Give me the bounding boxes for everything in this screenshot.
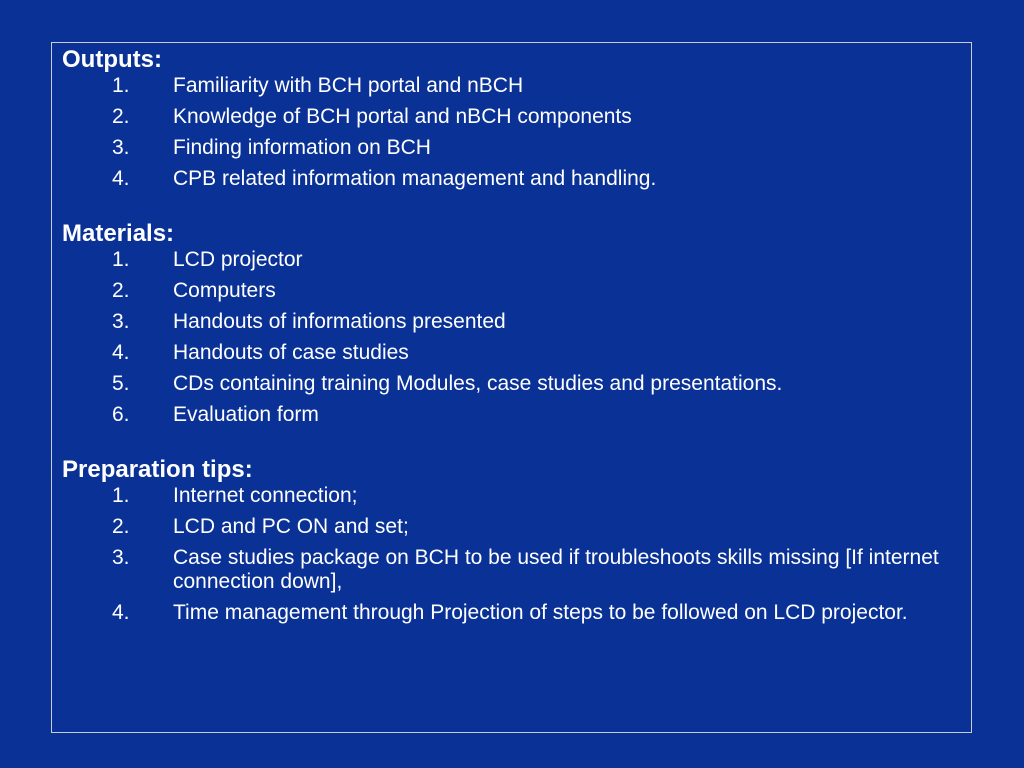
item-text: Internet connection; — [173, 484, 358, 507]
list-item — [62, 105, 962, 129]
item-text: LCD projector — [173, 248, 303, 271]
item-text: Familiarity with BCH portal and nBCH — [173, 74, 524, 97]
list-item — [62, 74, 962, 98]
section-heading: Outputs: — [62, 46, 162, 73]
list-item — [62, 372, 962, 396]
preparation-tips-section — [62, 456, 962, 625]
item-text: Case studies package on BCH to be used if troubleshoots skills missing [If internet connection down], — [173, 546, 939, 593]
list-item — [62, 341, 962, 365]
outputs-list — [62, 74, 962, 191]
list-item — [62, 167, 962, 191]
item-number: 1. — [112, 74, 130, 97]
item-text: Computers — [173, 279, 276, 302]
item-number: 4. — [112, 341, 130, 364]
section-heading: Preparation tips: — [62, 456, 253, 483]
item-number: 4. — [112, 601, 130, 624]
section-heading: Materials: — [62, 220, 175, 247]
list-item — [62, 403, 962, 427]
item-text: Knowledge of BCH portal and nBCH components — [173, 105, 632, 128]
item-number: 3. — [112, 310, 130, 333]
outputs-section — [62, 46, 962, 191]
item-number: 5. — [112, 372, 130, 395]
item-number: 1. — [112, 484, 130, 507]
list-item — [62, 546, 962, 594]
slide-content — [62, 46, 962, 632]
item-number: 2. — [112, 515, 130, 538]
list-item — [62, 279, 962, 303]
section-spacer — [62, 434, 962, 456]
materials-list — [62, 248, 962, 427]
item-text: Handouts of informations presented — [173, 310, 506, 333]
item-text: Finding information on BCH — [173, 136, 431, 159]
list-item — [62, 310, 962, 334]
item-text: Handouts of case studies — [173, 341, 409, 364]
preparation-tips-list — [62, 484, 962, 625]
list-item — [62, 248, 962, 272]
list-item — [62, 515, 962, 539]
item-number: 4. — [112, 167, 130, 190]
materials-section — [62, 220, 962, 427]
item-number: 6. — [112, 403, 130, 426]
section-spacer — [62, 198, 962, 220]
item-text: Time management through Projection of steps to be followed on LCD projector. — [173, 601, 908, 624]
item-number: 2. — [112, 105, 130, 128]
item-number: 3. — [112, 546, 130, 569]
item-text: Evaluation form — [173, 403, 319, 426]
item-number: 1. — [112, 248, 130, 271]
list-item — [62, 136, 962, 160]
item-text: CPB related information management and handling. — [173, 167, 657, 190]
list-item — [62, 484, 962, 508]
item-number: 3. — [112, 136, 130, 159]
item-text: LCD and PC ON and set; — [173, 515, 409, 538]
item-text: CDs containing training Modules, case studies and presentations. — [173, 372, 783, 395]
item-number: 2. — [112, 279, 130, 302]
list-item — [62, 601, 962, 625]
